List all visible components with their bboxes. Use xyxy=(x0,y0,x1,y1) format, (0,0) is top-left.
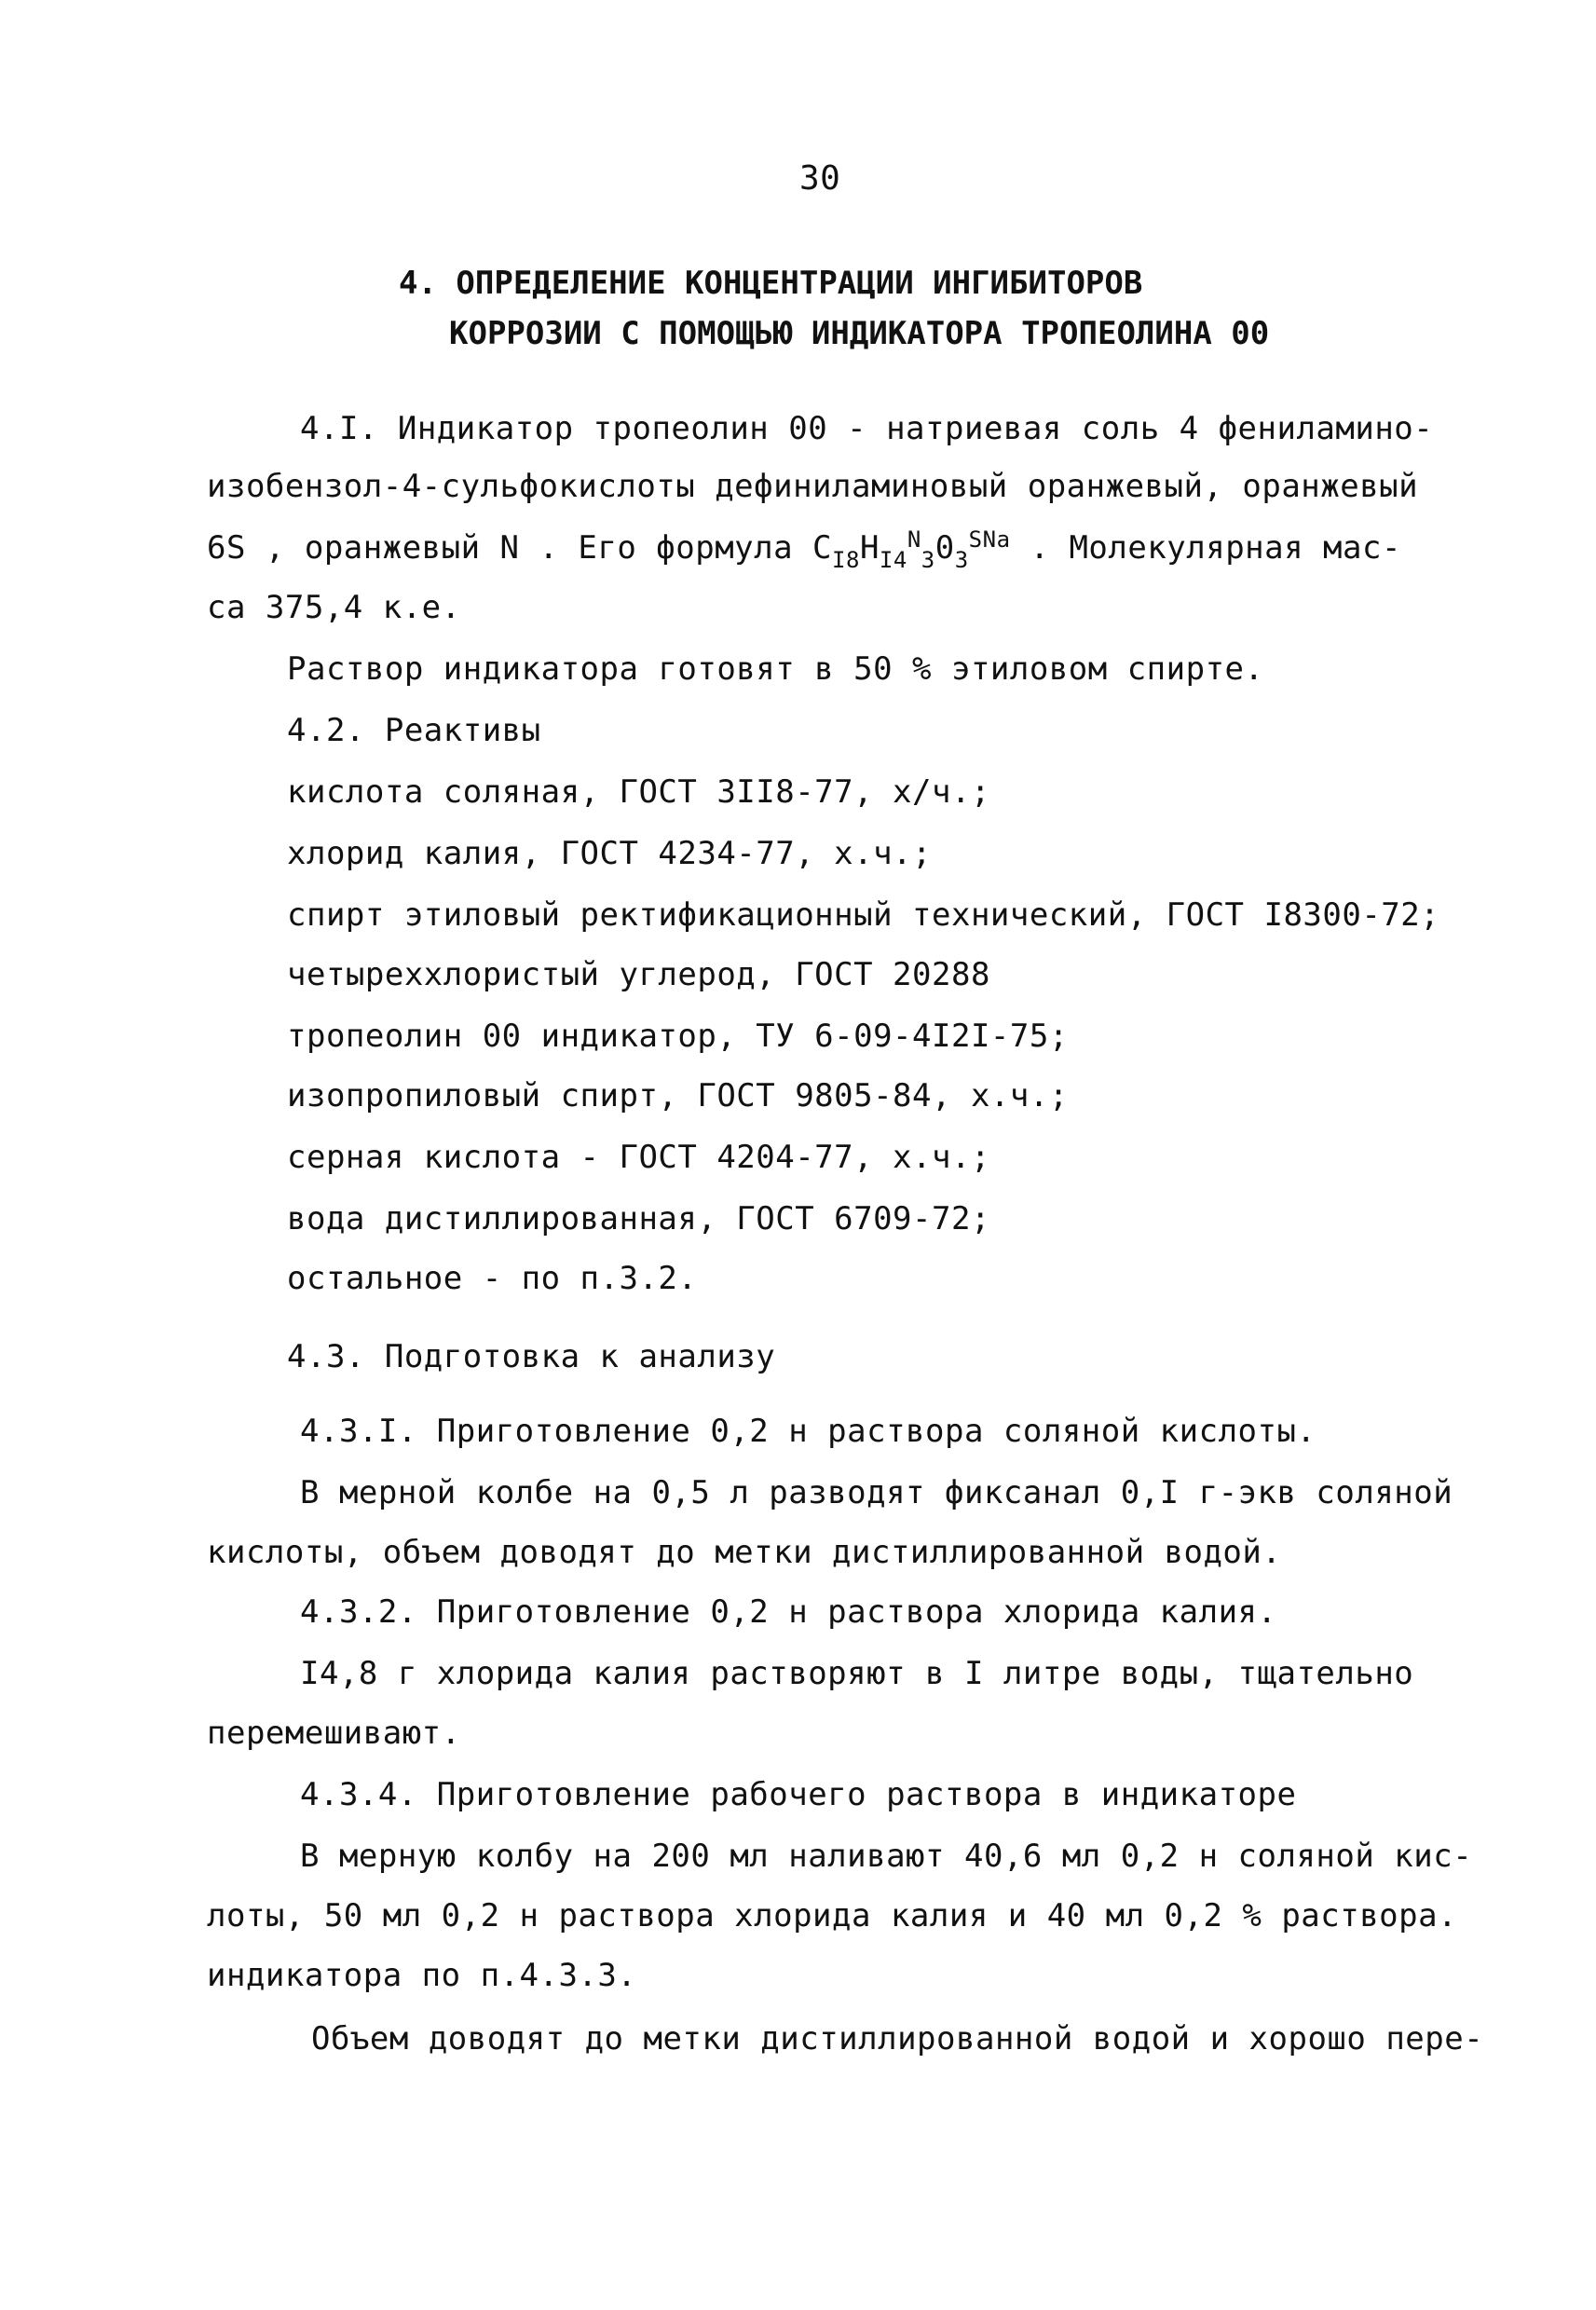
paragraph-4-1-line-4: са 375,4 к.е. xyxy=(207,589,461,626)
reagent-item-9: остальное - по п.3.2. xyxy=(287,1260,698,1297)
reagent-item-4: четыреххлористый углерод, ГОСТ 20288 xyxy=(287,956,990,993)
formula-sub-3a: 3 xyxy=(921,547,935,573)
reagent-item-8: вода дистиллированная, ГОСТ 6709-72; xyxy=(287,1200,990,1237)
formula-sub-14: I4 xyxy=(879,547,907,573)
formula-h: H xyxy=(859,529,880,567)
formula-tail: . Молекулярная мас- xyxy=(1010,529,1401,567)
reagent-item-1: кислота соляная, ГОСТ 3II8-77, х/ч.; xyxy=(287,773,990,811)
formula-sup-sna: SNa xyxy=(968,526,1011,553)
reagent-item-7: серная кислота - ГОСТ 4204-77, х.ч.; xyxy=(287,1139,990,1176)
section-4-2-title: 4.2. Реактивы xyxy=(287,712,541,749)
page-number: 30 xyxy=(799,159,841,198)
formula-o: 0 xyxy=(934,529,955,567)
formula-sup-n: N xyxy=(907,526,921,553)
subsection-4-3-1-line-2: кислоты, объем доводят до метки дистиллированной водой. xyxy=(207,1534,1282,1571)
formula-sub-18: I8 xyxy=(832,547,860,573)
section-4-3-title: 4.3. Подготовка к анализу xyxy=(287,1338,776,1375)
formula-lead: 6S , оранжевый N . Его формула C xyxy=(207,529,833,567)
subsection-4-3-1-line-1: В мерной колбе на 0,5 л разводят фиксанал 0,I г-экв соляной xyxy=(300,1474,1453,1511)
subsection-4-3-2-line-2: перемешивают. xyxy=(207,1715,461,1752)
reagent-item-2: хлорид калия, ГОСТ 4234-77, х.ч.; xyxy=(287,835,933,872)
formula-sub-3b: 3 xyxy=(954,547,969,573)
reagent-item-3: спирт этиловый ректификационный технический, ГОСТ I8300-72; xyxy=(287,896,1440,934)
subsection-4-3-4-title: 4.3.4. Приготовление рабочего раствора в индикаторе xyxy=(300,1776,1297,1813)
paragraph-4-1-line-5: Раствор индикатора готовят в 50 % этиловом спирте. xyxy=(287,650,1264,688)
paragraph-4-1-line-1: 4.I. Индикатор тропеолин 00 - натриевая соль 4 фениламино- xyxy=(300,410,1434,447)
subsection-4-3-4-line-2: лоты, 50 мл 0,2 н раствора хлорида калия и 40 мл 0,2 % раствора. xyxy=(207,1897,1458,1934)
section-heading-line-2: КОРРОЗИИ С ПОМОЩЬЮ ИНДИКАТОРА ТРОПЕОЛИНА 00 xyxy=(449,315,1270,352)
paragraph-4-1-line-3 xyxy=(207,527,1401,571)
subsection-4-3-1-title: 4.3.I. Приготовление 0,2 н раствора соляной кислоты. xyxy=(300,1413,1316,1450)
subsection-4-3-2-line-1: I4,8 г хлорида калия растворяют в I литре воды, тщательно xyxy=(300,1655,1414,1692)
reagent-item-5: тропеолин 00 индикатор, ТУ 6-09-4I2I-75; xyxy=(287,1018,1069,1055)
section-heading-line-1: 4. ОПРЕДЕЛЕНИЕ КОНЦЕНТРАЦИИ ИНГИБИТОРОВ xyxy=(399,265,1143,302)
paragraph-4-1-line-2: изобензол-4-сульфокислоты дефиниламиновый оранжевый, оранжевый xyxy=(207,468,1419,505)
reagent-item-6: изопропиловый спирт, ГОСТ 9805-84, х.ч.; xyxy=(287,1077,1069,1114)
subsection-4-3-2-title: 4.3.2. Приготовление 0,2 н раствора хлорида калия. xyxy=(300,1593,1277,1631)
subsection-4-3-4-line-4: Объем доводят до метки дистиллированной водой и хорошо пере- xyxy=(311,2020,1484,2057)
subsection-4-3-4-line-3: индикатора по п.4.3.3. xyxy=(207,1957,637,1994)
subsection-4-3-4-line-1: В мерную колбу на 200 мл наливают 40,6 мл 0,2 н соляной кис- xyxy=(300,1838,1473,1875)
